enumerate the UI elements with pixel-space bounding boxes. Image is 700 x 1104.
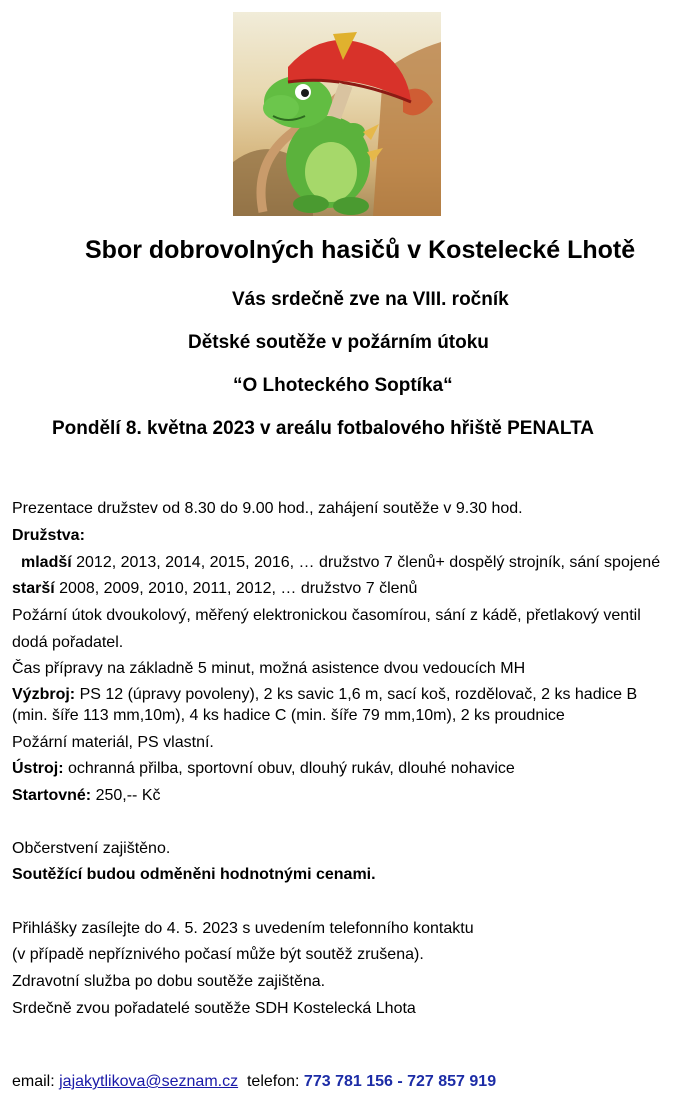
teams-label: Družstva: [12,527,85,544]
applications-line: Přihlášky zasílejte do 4. 5. 2023 s uvedením telefonního kontaktu [12,920,474,937]
equipment-line-1: Výzbroj: PS 12 (úpravy povoleny), 2 ks savic 1,6 m, sací koš, rozdělovač, 2 ks hadice B [12,686,638,703]
younger-team-line: mladší 2012, 2013, 2014, 2015, 2016, … družstvo 7 členů+ dospělý strojník, sání spojené [21,554,661,571]
attack-rules-line-2: dodá pořadatel. [12,634,124,651]
preparation-time: Čas přípravy na základně 5 minut, možná asistence dvou vedoucích MH [12,660,526,677]
medical-line: Zdravotní služba po dobu soutěže zajištěna. [12,973,326,990]
attack-rules-line-1: Požární útok dvoukolový, měřený elektronickou časomírou, sání z kádě, přetlakový ventil [12,607,641,624]
older-team-line: starší 2008, 2009, 2010, 2011, 2012, … družstvo 7 členů [12,580,418,597]
phone-number: 773 781 156 - 727 857 919 [303,1073,497,1090]
email-link[interactable]: jajakytlikova@seznam.cz [59,1073,239,1090]
invitation-heading: Vás srdečně zve na VIII. ročník [232,289,509,310]
phone-label: telefon: [238,1073,304,1090]
contact-line [12,1073,496,1091]
date-place-heading: Pondělí 8. května 2023 v areálu fotbalového hřiště PENALTA [52,418,595,439]
outfit-line: Ústroj: ochranná přilba, sportovní obuv, dlouhý rukáv, dlouhé nohavice [12,760,515,777]
material-line: Požární materiál, PS vlastní. [12,734,214,751]
firefighter-dragon-image [233,12,441,216]
firefighter-dragon-icon [233,12,441,216]
event-type-heading: Dětské soutěže v požárním útoku [188,332,489,353]
fee-line: Startovné: 250,-- Kč [12,787,161,804]
organizer-title: Sbor dobrovolných hasičů v Kostelecké Lhotě [85,236,636,264]
refreshments-line: Občerstvení zajištěno. [12,840,171,857]
event-name-heading: “O Lhoteckého Soptíka“ [233,375,453,396]
email-label: email: [12,1073,60,1090]
weather-line: (v případě nepříznivého počasí může být soutěž zrušena). [12,946,424,963]
prizes-line: Soutěžící budou odměněni hodnotnými cenami. [12,866,376,883]
registration-time: Prezentace družstev od 8.30 do 9.00 hod., zahájení soutěže v 9.30 hod. [12,500,523,517]
invitation-line: Srdečně zvou pořadatelé soutěže SDH Kostelecká Lhota [12,1000,416,1017]
equipment-line-2: (min. šíře 113 mm,10m), 4 ks hadice C (min. šíře 79 mm,10m), 2 ks proudnice [12,707,565,724]
